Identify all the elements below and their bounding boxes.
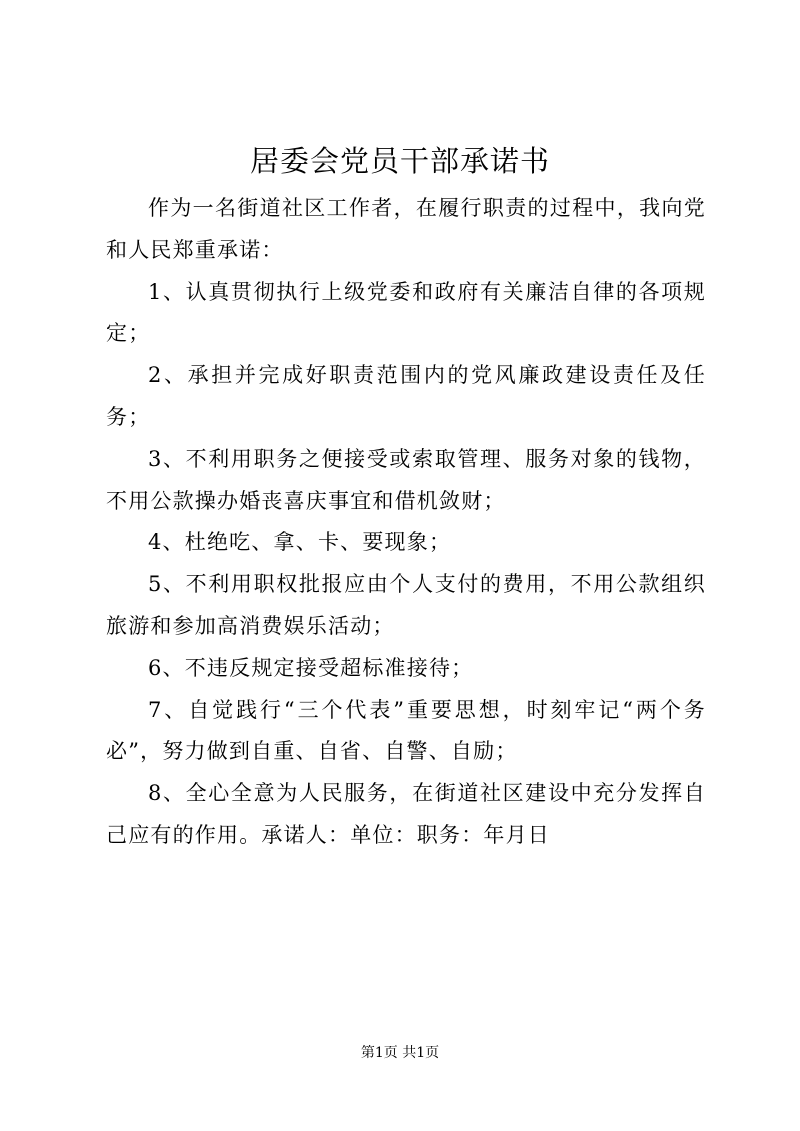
document-title: 居委会党员干部承诺书 xyxy=(249,144,550,178)
pledge-item-2: 2、承担并完成好职责范围内的党风廉政建设责任及任务； xyxy=(106,363,706,429)
page-footer: 第1页 共1页 xyxy=(360,1045,440,1061)
pledge-item-3: 3、不利用职务之便接受或索取管理、服务对象的钱物，不用公款操办婚丧喜庆事宜和借机敛财； xyxy=(106,446,706,513)
pledge-item-7: 7、自觉践行“三个代表”重要思想，时刻牢记“两个务必”，努力做到自重、自省、自警、自励； xyxy=(106,697,706,764)
pledge-item-6: 6、不违反规定接受超标准接待； xyxy=(148,655,474,680)
intro-paragraph: 作为一名街道社区工作者，在履行职责的过程中，我向党和人民郑重承诺： xyxy=(106,196,706,262)
pledge-item-5: 5、不利用职权批报应由个人支付的费用，不用公款组织旅游和参加高消费娱乐活动； xyxy=(106,572,706,638)
pledge-item-4: 4、杜绝吃、拿、卡、要现象； xyxy=(148,530,452,555)
pledge-item-8: 8、全心全意为人民服务，在街道社区建设中充分发挥自己应有的作用。承诺人：单位：职务：年月日 xyxy=(106,781,706,847)
pledge-item-1: 1、认真贯彻执行上级党委和政府有关廉洁自律的各项规定； xyxy=(106,279,706,346)
document-body xyxy=(106,188,706,857)
